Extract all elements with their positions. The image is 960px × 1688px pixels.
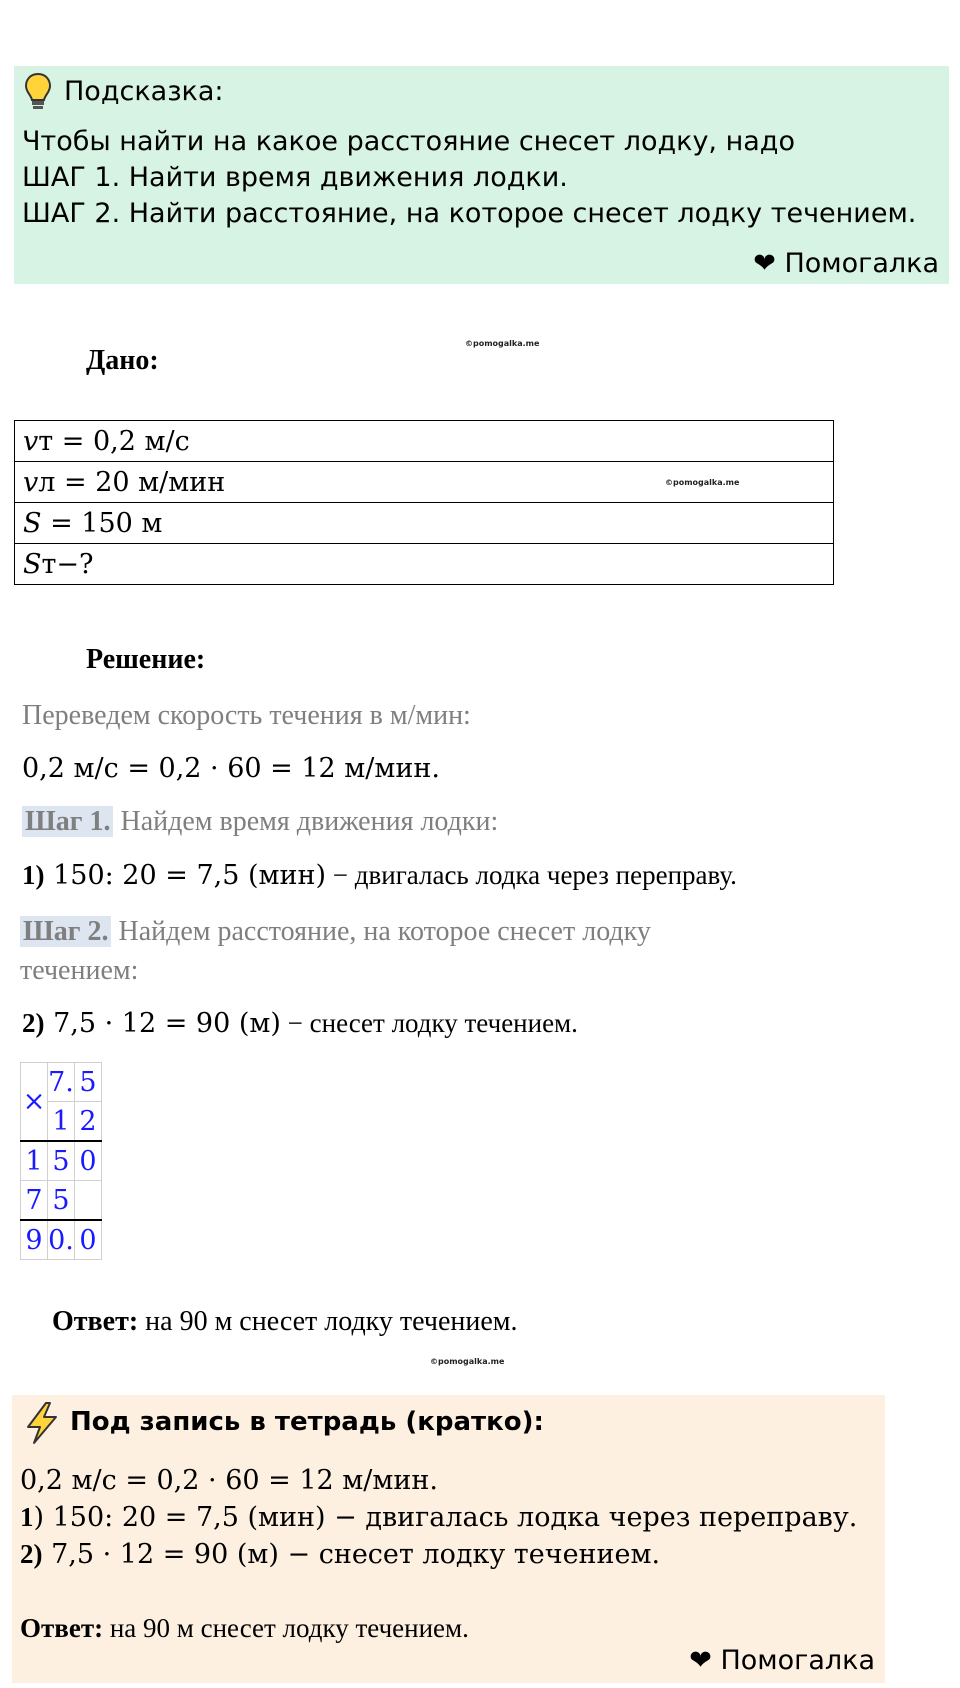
multiply-sign: × <box>21 1063 48 1142</box>
step2-text-cont: течением: <box>20 955 139 986</box>
step1-text: Найти время движения лодки. <box>120 162 568 193</box>
mult-row <box>21 1141 102 1181</box>
line-number: 2) <box>20 1539 43 1569</box>
watermark: ©pomogalka.me <box>665 478 740 487</box>
brand-label <box>689 1645 875 1676</box>
answer-line <box>52 1306 517 1338</box>
answer-text: на 90 м снесет лодку течением. <box>138 1306 518 1337</box>
given-cell: 𝑆т−? <box>15 544 834 585</box>
answer-text: на 90 м снесет лодку течением. <box>103 1613 469 1643</box>
mult-cell: 5 <box>48 1181 75 1221</box>
hint-step1 <box>22 162 568 193</box>
heart-icon: ❤ <box>753 248 776 279</box>
notebook-line <box>20 1502 857 1533</box>
mult-cell: 5 <box>75 1063 102 1102</box>
step1-text: Найдем время движения лодки: <box>113 806 499 837</box>
hint-step2 <box>22 198 916 229</box>
watermark: ©pomogalka.me <box>430 1357 505 1366</box>
lightbulb-icon <box>24 72 52 112</box>
line-text: ) 150: 20 = 7,5 (мин) − двигалась лодка через переправу. <box>33 1502 858 1533</box>
hint-title: Подсказка: <box>64 76 224 107</box>
given-cell <box>15 462 834 503</box>
solution-heading: Решение: <box>86 644 206 675</box>
step2-text: Найдем расстояние, на которое снесет лодку <box>111 916 651 947</box>
given-table <box>14 420 834 585</box>
notebook-box <box>12 1395 885 1683</box>
given-row <box>15 544 834 585</box>
mult-cell: 5 <box>48 1141 75 1181</box>
brand-text: Помогалка <box>784 248 939 279</box>
answer-label: Ответ: <box>20 1613 104 1643</box>
mult-cell: 1 <box>48 1102 75 1142</box>
step1-tail: − двигалась лодка через переправу. <box>326 860 737 890</box>
mult-cell: 7. <box>48 1063 75 1102</box>
step2-number: 2) <box>22 1008 45 1038</box>
step2-heading <box>20 916 651 948</box>
answer-label: Ответ: <box>52 1306 139 1337</box>
step2-line <box>22 1008 578 1039</box>
notebook-line: 0,2 м/с = 0,2 · 60 = 12 м/мин. <box>20 1465 438 1496</box>
step1-line <box>22 860 737 891</box>
step2-formula: 7,5 · 12 = 90 (м) <box>44 1008 281 1039</box>
given-row <box>15 503 834 544</box>
convert-text: Переведем скорость течения в м/мин: <box>22 700 471 731</box>
given-cell: 𝑆 = 150 м <box>15 503 834 544</box>
heart-icon: ❤ <box>689 1645 712 1676</box>
step1-label: Шаг 1. <box>22 806 113 837</box>
notebook-answer <box>20 1613 469 1644</box>
brand-text: Помогалка <box>720 1645 875 1676</box>
mult-row <box>21 1220 102 1260</box>
given-row <box>15 462 834 503</box>
mult-cell: 9 <box>21 1220 48 1260</box>
step2-tail: − снесет лодку течением. <box>280 1008 578 1038</box>
given-cell: 𝑣т = 0,2 м/с <box>15 421 834 462</box>
step2-label: ШАГ 2. <box>22 198 121 229</box>
step1-number: 1) <box>22 860 45 890</box>
step2-text: Найти расстояние, на которое снесет лодку течением. <box>120 198 917 229</box>
hint-box <box>14 66 949 284</box>
step2-label: Шаг 2. <box>20 916 111 947</box>
given-row <box>15 421 834 462</box>
step1-formula: 150: 20 = 7,5 (мин) <box>44 860 327 891</box>
given-heading: Дано: <box>86 345 159 376</box>
mult-row <box>21 1063 102 1102</box>
mult-cell <box>75 1181 102 1221</box>
mult-cell: 0 <box>75 1141 102 1181</box>
hint-line: Чтобы найти на какое расстояние снесет лодку, надо <box>22 126 795 157</box>
mult-cell: 2 <box>75 1102 102 1142</box>
lightning-icon <box>22 1401 62 1445</box>
line-text: 7,5 · 12 = 90 (м) − снесет лодку течением. <box>42 1539 661 1570</box>
given-value: 𝑣л = 20 м/мин <box>23 466 226 498</box>
step1-label: ШАГ 1. <box>22 162 121 193</box>
convert-formula: 0,2 м/с = 0,2 · 60 = 12 м/мин. <box>22 753 440 784</box>
mult-cell: 1 <box>21 1141 48 1181</box>
notebook-line <box>20 1539 660 1570</box>
mult-row <box>21 1181 102 1221</box>
line-number: 1 <box>20 1502 34 1532</box>
notebook-title: Под запись в тетрадь (кратко): <box>70 1407 544 1437</box>
multiplication-grid <box>20 1062 102 1260</box>
watermark: ©pomogalka.me <box>465 339 540 348</box>
mult-cell: 7 <box>21 1181 48 1221</box>
mult-cell: 0 <box>75 1220 102 1260</box>
step1-heading <box>22 806 498 838</box>
brand-label <box>753 248 939 279</box>
mult-cell: 0. <box>48 1220 75 1260</box>
